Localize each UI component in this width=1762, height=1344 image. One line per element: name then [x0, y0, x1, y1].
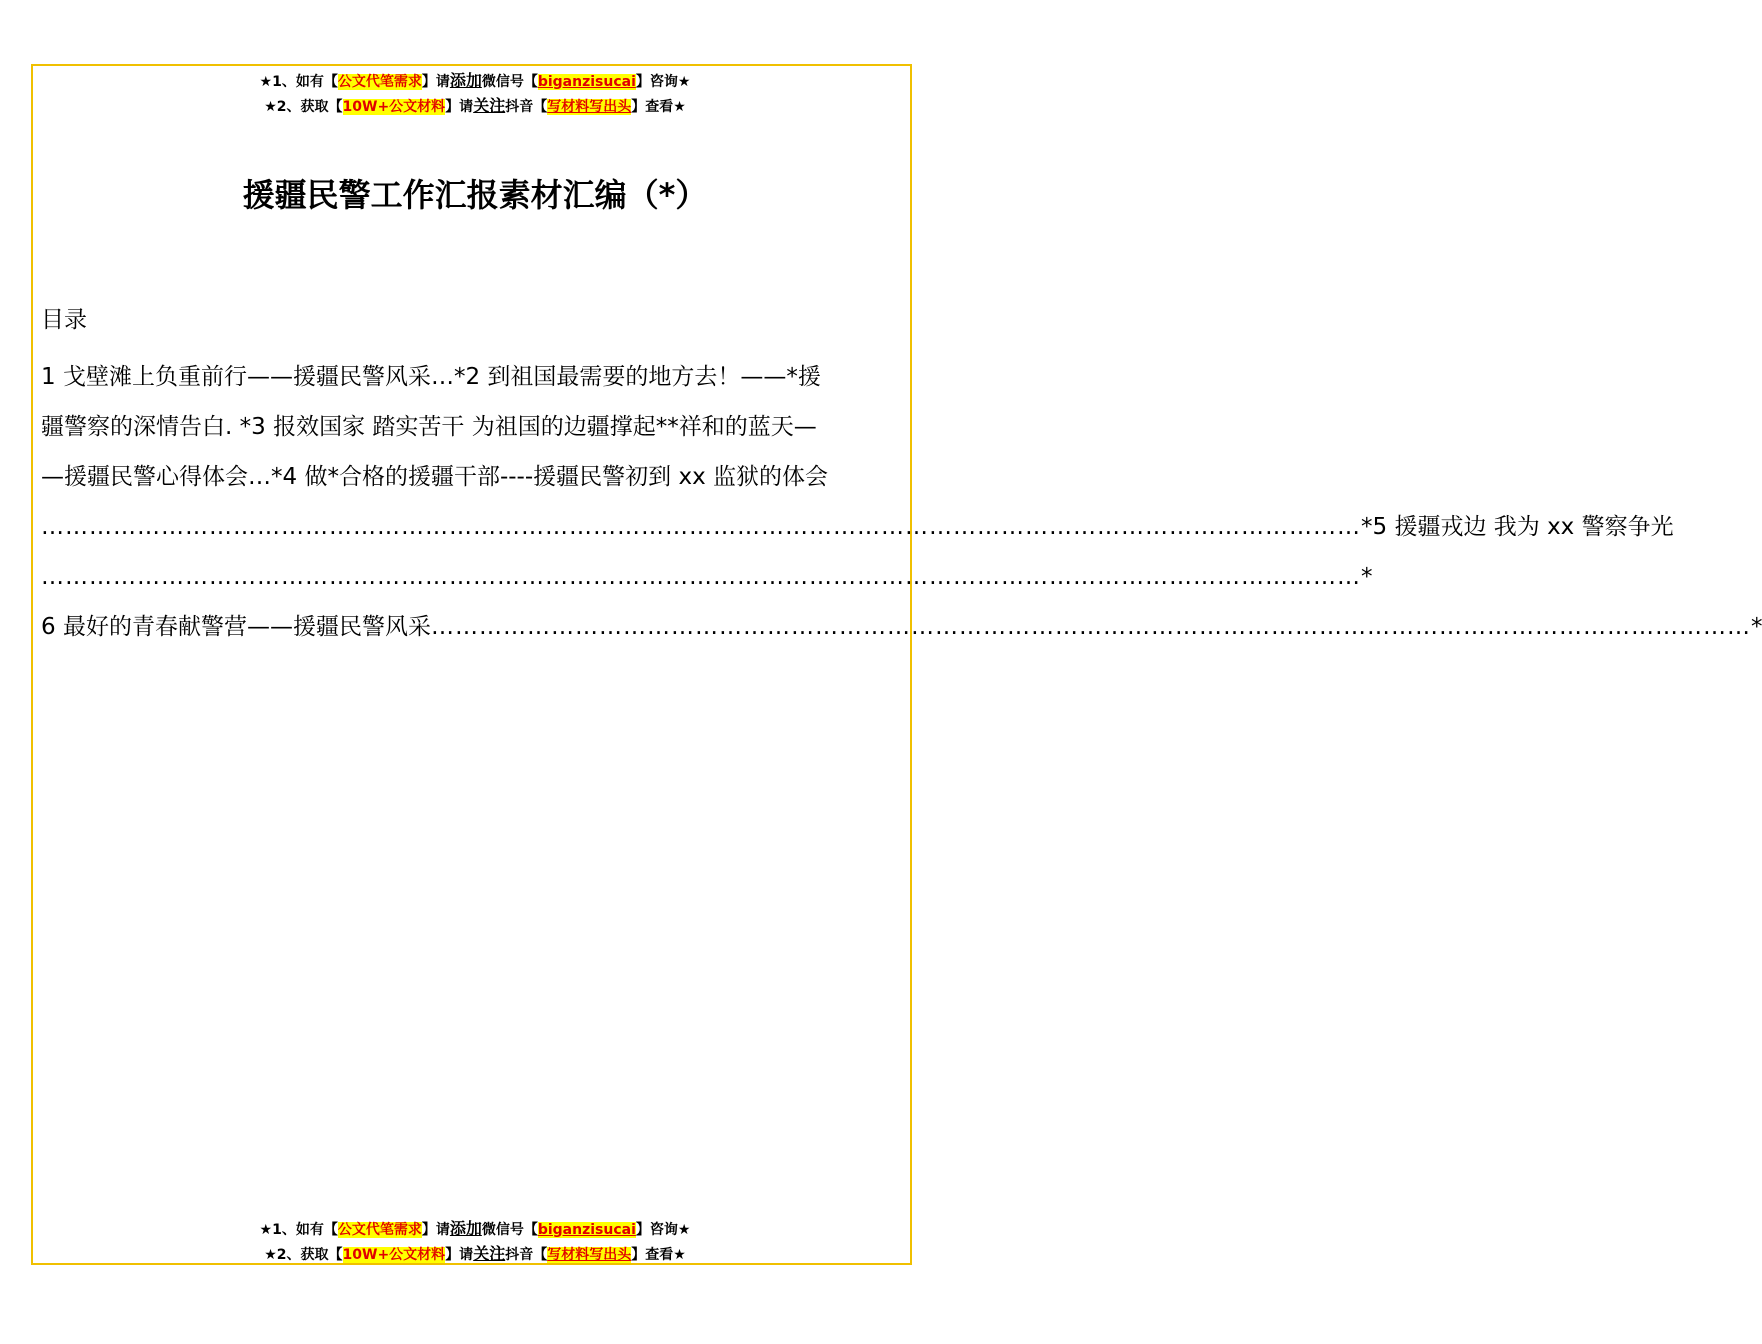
toc-line [41, 602, 1762, 652]
wechat-id-link[interactable]: biganzisucai [537, 74, 636, 90]
toc-text[interactable]: *5 援疆戎边 我为 xx 警察争光 [1361, 514, 1674, 540]
banner-text: 抖音【 [505, 99, 548, 115]
toc-text[interactable]: 6 最好的青春献警营——援疆民警风采 [41, 614, 431, 640]
footer-banner [0, 1217, 950, 1267]
wechat-id-link[interactable]: biganzisucai [537, 1222, 636, 1238]
toc-text[interactable]: 1 戈壁滩上负重前行——援疆民警风采…*2 到祖国最需要的地方去！——*援 [41, 364, 821, 390]
page-border [31, 64, 912, 1265]
table-of-contents [41, 352, 1762, 652]
follow-emphasis: 关注 [473, 96, 506, 115]
add-emphasis: 添加 [449, 71, 482, 90]
banner-text: 】查看★ [631, 99, 686, 115]
banner-text: 】请 [421, 74, 450, 90]
banner-line-1 [0, 1217, 950, 1242]
leader-dots: ………………………………………………………………………………………………………………………………………………… [430, 614, 1751, 640]
toc-page-marker: * [1750, 614, 1762, 640]
douyin-account-link[interactable]: 写材料写出头 [547, 99, 632, 115]
add-emphasis: 添加 [449, 1219, 482, 1238]
banner-text: ★2、获取【 [264, 1247, 343, 1263]
banner-text: 微信号【 [481, 1222, 538, 1238]
highlight-materials: 10W+公文材料 [342, 1247, 446, 1263]
toc-page-marker: * [1361, 564, 1373, 590]
toc-line [41, 452, 907, 502]
banner-text: ★1、如有【 [259, 1222, 338, 1238]
toc-line [41, 402, 907, 452]
leader-dots: ………………………………………………………………………………………………………………………………………………… [41, 514, 1361, 540]
banner-text: ★1、如有【 [259, 74, 338, 90]
follow-emphasis: 关注 [473, 1244, 506, 1263]
highlight-need: 公文代笔需求 [337, 1222, 422, 1238]
toc-text[interactable]: —援疆民警心得体会…*4 做*合格的援疆干部----援疆民警初到 xx 监狱的体会 [41, 464, 828, 490]
banner-text: 】查看★ [631, 1247, 686, 1263]
toc-text[interactable]: 疆警察的深情告白. *3 报效国家 踏实苦干 为祖国的边疆撑起**祥和的蓝天— [41, 414, 817, 440]
toc-line [41, 552, 1373, 602]
banner-text: ★2、获取【 [264, 99, 343, 115]
banner-line-1 [0, 69, 950, 94]
toc-line [41, 352, 907, 402]
document-title: 援疆民警工作汇报素材汇编（*） [242, 176, 708, 214]
highlight-need: 公文代笔需求 [337, 74, 422, 90]
leader-dots: ………………………………………………………………………………………………………………………………………………… [41, 564, 1361, 590]
banner-text: 】请 [445, 1247, 474, 1263]
banner-text: 微信号【 [481, 74, 538, 90]
header-banner [0, 69, 950, 119]
banner-text: 】请 [445, 99, 474, 115]
banner-line-2 [0, 94, 950, 119]
toc-line [41, 502, 1674, 552]
banner-text: 】咨询★ [635, 74, 691, 90]
banner-text: 】请 [421, 1222, 450, 1238]
banner-text: 】咨询★ [635, 1222, 691, 1238]
banner-text: 抖音【 [505, 1247, 548, 1263]
douyin-account-link[interactable]: 写材料写出头 [547, 1247, 632, 1263]
banner-line-2 [0, 1242, 950, 1267]
highlight-materials: 10W+公文材料 [342, 99, 446, 115]
toc-heading: 目录 [41, 307, 87, 333]
